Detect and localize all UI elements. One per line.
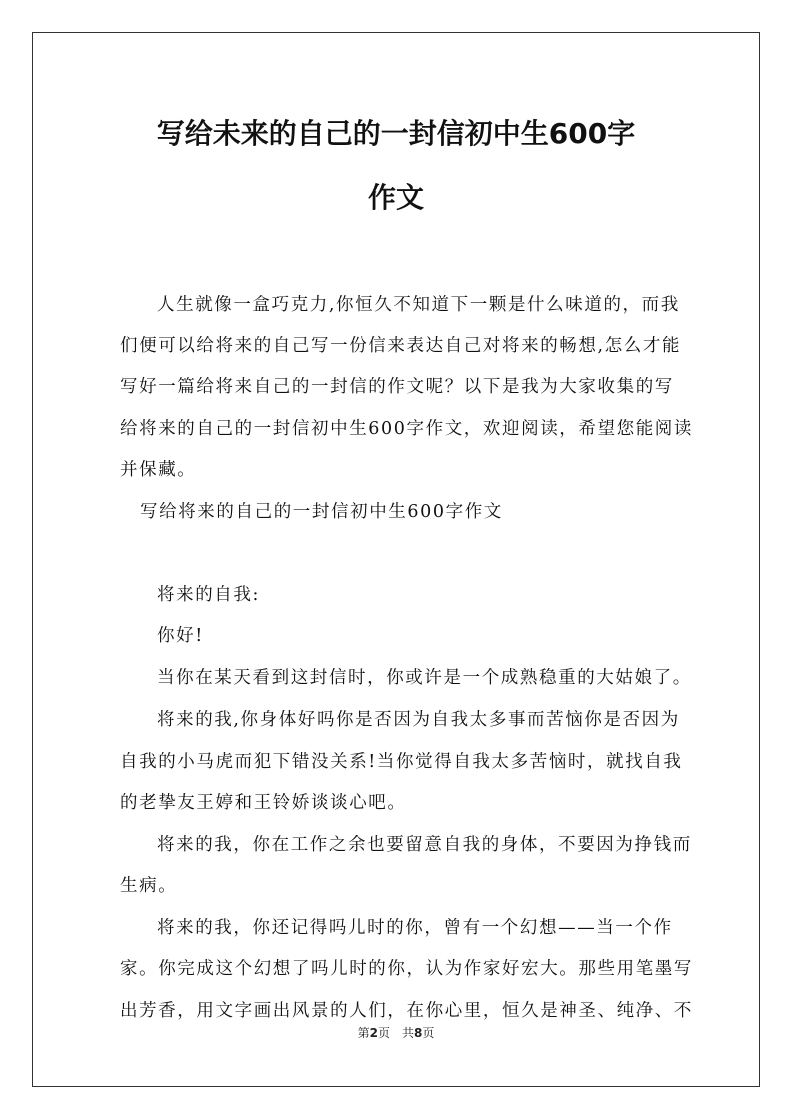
body-line-1: 当你在某天看到这封信时，你或许是一个成熟稳重的大姑娘了。 [157,668,692,688]
intro-line-3: 写好一篇给将来自己的一封信的作文呢？以下是我为大家收集的写 [120,377,674,397]
page-footer [0,1024,792,1041]
page-mid: 页 共 [377,1026,414,1040]
page-total: 8 [414,1026,423,1040]
subtitle: 写给将来的自己的一封信初中生600字作文 [140,502,503,522]
page-suffix: 页 [422,1026,435,1040]
body-line-6: 生病。 [120,876,178,896]
body-line-8: 家。你完成这个幻想了吗儿时的你，认为作家好宏大。那些用笔墨写 [120,959,693,979]
intro-line-1: 人生就像一盒巧克力,你恒久不知道下一颗是什么味道的，而我 [157,295,680,315]
body-line-7: 将来的我，你还记得吗儿时的你，曾有一个幻想——当一个作 [157,918,673,938]
intro-line-5: 并保藏。 [120,460,197,480]
body-line-9: 出芳香，用文字画出风景的人们，在你心里，恒久是神圣、纯净、不 [120,1001,693,1021]
body-line-4: 的老挚友王婷和王铃娇谈谈心吧。 [120,793,407,813]
salutation: 将来的自我: [157,585,260,605]
body-line-2: 将来的我,你身体好吗你是否因为自我太多事而苦恼你是否因为 [157,710,680,730]
document-title-line-2: 作文 [367,181,424,214]
body-line-3: 自我的小马虎而犯下错没关系!当你觉得自我太多苦恼时，就找自我 [120,752,683,772]
intro-line-2: 们便可以给将来的自己写一份信来表达自己对将来的畅想,怎么才能 [120,336,682,356]
intro-line-4: 给将来的自己的一封信初中生600字作文，欢迎阅读，希望您能阅读 [120,419,693,439]
body-line-5: 将来的我，你在工作之余也要留意自我的身体，不要因为挣钱而 [157,835,692,855]
greeting: 你好! [157,626,204,646]
document-title-line-1: 写给未来的自己的一封信初中生600字 [156,117,636,150]
page-current: 2 [369,1026,378,1040]
page-prefix: 第 [357,1026,370,1040]
